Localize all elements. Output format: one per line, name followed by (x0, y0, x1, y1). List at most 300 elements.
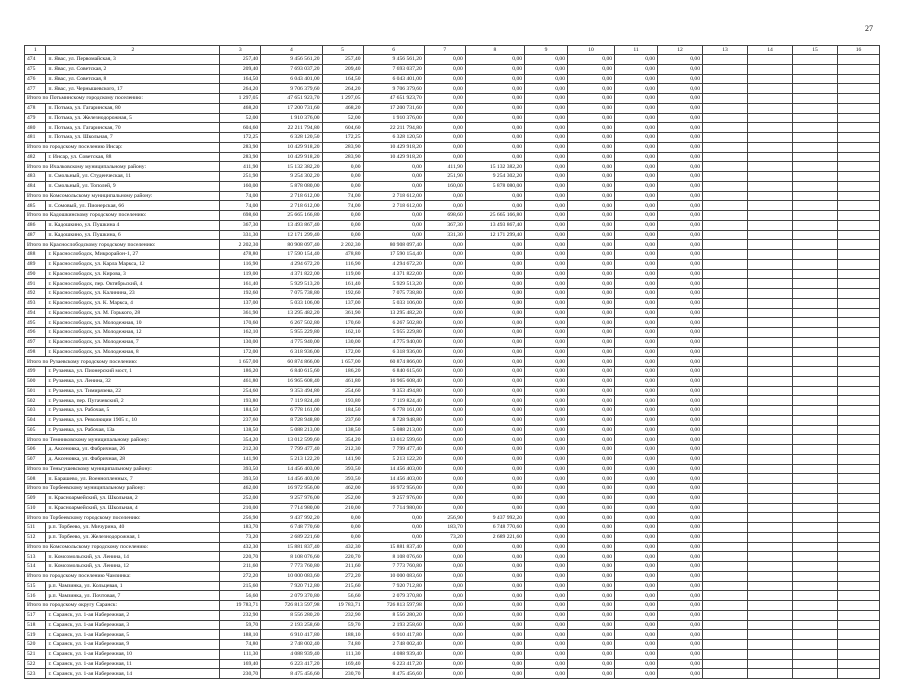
empty-cell (703, 240, 748, 250)
empty-cell (748, 415, 793, 425)
empty-cell (793, 250, 838, 260)
value-cell: 0,00 (525, 620, 568, 630)
value-cell: 0,00 (568, 152, 615, 162)
row-number: 485 (25, 201, 46, 211)
value-cell: 0,00 (615, 396, 658, 406)
empty-cell (838, 376, 880, 386)
value-cell: 0,00 (424, 269, 465, 279)
value-cell: 393,50 (322, 474, 363, 484)
subtotal-label: Итого по Темниковскому муниципальному району: (25, 435, 220, 445)
column-number: 7 (424, 46, 465, 55)
value-cell: 15 132 382,20 (261, 162, 322, 172)
value-cell: 172,00 (322, 347, 363, 357)
empty-cell (748, 659, 793, 669)
value-cell: 0,00 (525, 142, 568, 152)
value-cell: 220,70 (322, 552, 363, 562)
value-cell: 9 353 494,80 (261, 386, 322, 396)
value-cell: 0,00 (424, 250, 465, 260)
value-cell: 4 294 672,20 (363, 259, 424, 269)
empty-cell (838, 152, 880, 162)
value-cell: 0,00 (658, 435, 703, 445)
value-cell: 0,00 (615, 269, 658, 279)
value-cell: 0,00 (658, 464, 703, 474)
value-cell: 172,00 (220, 347, 261, 357)
row-number: 503 (25, 406, 46, 416)
value-cell: 0,00 (424, 542, 465, 552)
value-cell: 0,00 (525, 425, 568, 435)
value-cell: 0,00 (615, 308, 658, 318)
value-cell: 0,00 (424, 94, 465, 104)
value-cell: 116,90 (322, 259, 363, 269)
value-cell: 60 874 866,00 (261, 357, 322, 367)
value-cell: 2 718 612,00 (261, 201, 322, 211)
value-cell: 0,00 (615, 669, 658, 679)
value-cell: 0,00 (525, 464, 568, 474)
value-cell: 52,00 (322, 113, 363, 123)
empty-cell (793, 103, 838, 113)
table-row (25, 406, 880, 416)
table-row (25, 659, 880, 669)
address-cell: п. Явас, ул. Советская, 8 (46, 74, 220, 84)
value-cell: 0,00 (465, 201, 524, 211)
value-cell: 13 493 867,40 (261, 220, 322, 230)
value-cell: 9 706 379,60 (363, 84, 424, 94)
value-cell: 22 211 794,80 (363, 123, 424, 133)
value-cell: 17 200 731,60 (363, 103, 424, 113)
row-number: 477 (25, 84, 46, 94)
value-cell: 0,00 (615, 620, 658, 630)
empty-cell (748, 337, 793, 347)
empty-cell (748, 406, 793, 416)
value-cell: 698,60 (220, 211, 261, 221)
value-cell: 0,00 (658, 64, 703, 74)
empty-cell (703, 425, 748, 435)
empty-cell (748, 103, 793, 113)
value-cell: 188,10 (322, 630, 363, 640)
value-cell: 2 193 258,60 (261, 620, 322, 630)
value-cell: 9 254 302,20 (261, 172, 322, 182)
value-cell: 0,00 (525, 94, 568, 104)
value-cell: 0,00 (465, 610, 524, 620)
empty-cell (703, 601, 748, 611)
row-number: 480 (25, 123, 46, 133)
value-cell: 160,00 (220, 181, 261, 191)
value-cell: 5 088 213,00 (261, 425, 322, 435)
value-cell: 251,90 (220, 172, 261, 182)
address-cell: п. Потьма, ул. Гагаринская, 70 (46, 123, 220, 133)
value-cell: 0,00 (465, 328, 524, 338)
empty-cell (793, 406, 838, 416)
value-cell: 0,00 (615, 435, 658, 445)
empty-cell (838, 659, 880, 669)
empty-cell (793, 357, 838, 367)
value-cell: 8 108 076,60 (363, 552, 424, 562)
empty-cell (793, 581, 838, 591)
empty-cell (703, 532, 748, 542)
value-cell: 0,00 (658, 445, 703, 455)
value-cell: 13 493 867,40 (465, 220, 524, 230)
value-cell: 0,00 (658, 201, 703, 211)
value-cell: 13 295 482,20 (261, 308, 322, 318)
value-cell: 6 328 120,50 (363, 133, 424, 143)
value-cell: 0,00 (424, 386, 465, 396)
empty-cell (793, 201, 838, 211)
value-cell: 0,00 (424, 308, 465, 318)
empty-cell (748, 669, 793, 679)
subtotal-row (25, 542, 880, 552)
value-cell: 257,40 (220, 55, 261, 65)
value-cell: 0,00 (568, 610, 615, 620)
address-cell: р.п. Чамзинка, ул. Кольцевая, 1 (46, 581, 220, 591)
value-cell: 0,00 (568, 279, 615, 289)
empty-cell (793, 230, 838, 240)
empty-cell (838, 191, 880, 201)
value-cell: 0,00 (363, 532, 424, 542)
row-number: 518 (25, 620, 46, 630)
value-cell: 0,00 (424, 318, 465, 328)
empty-cell (793, 601, 838, 611)
value-cell: 0,00 (658, 610, 703, 620)
value-cell: 211,60 (322, 562, 363, 572)
table-row (25, 591, 880, 601)
empty-cell (703, 191, 748, 201)
empty-cell (793, 532, 838, 542)
empty-cell (748, 64, 793, 74)
value-cell: 0,00 (424, 289, 465, 299)
value-cell: 0,00 (525, 259, 568, 269)
value-cell: 192,60 (220, 289, 261, 299)
value-cell: 47 651 923,70 (363, 94, 424, 104)
empty-cell (793, 649, 838, 659)
value-cell: 0,00 (525, 172, 568, 182)
value-cell: 6 328 120,50 (261, 133, 322, 143)
value-cell: 7 799 477,40 (363, 445, 424, 455)
subtotal-label: Итого по городскому округу Саранск: (25, 601, 220, 611)
value-cell: 0,00 (658, 562, 703, 572)
value-cell: 4 088 939,40 (363, 649, 424, 659)
address-cell: п. Сомовый, ул. Пионерская, 66 (46, 201, 220, 211)
value-cell: 0,00 (658, 386, 703, 396)
table-row (25, 669, 880, 679)
value-cell: 183,70 (220, 523, 261, 533)
value-cell: 141,90 (322, 454, 363, 464)
value-cell: 6 910 417,80 (363, 630, 424, 640)
empty-cell (793, 123, 838, 133)
value-cell: 0,00 (525, 308, 568, 318)
empty-cell (793, 425, 838, 435)
empty-cell (748, 308, 793, 318)
value-cell: 7 773 760,80 (261, 562, 322, 572)
value-cell: 0,00 (465, 620, 524, 630)
empty-cell (748, 376, 793, 386)
empty-cell (838, 532, 880, 542)
address-cell: г. Саранск, ул. 1-ая Набережная, 10 (46, 649, 220, 659)
empty-cell (703, 279, 748, 289)
value-cell: 0,00 (658, 74, 703, 84)
value-cell: 432,30 (220, 542, 261, 552)
value-cell: 10 429 918,20 (261, 142, 322, 152)
value-cell: 9 437 992,20 (261, 513, 322, 523)
empty-cell (838, 113, 880, 123)
address-cell: п. Смольный, ул. Студенческая, 11 (46, 172, 220, 182)
address-cell: г. Краснослободск, ул. К. Маркса, 4 (46, 298, 220, 308)
value-cell: 0,00 (525, 133, 568, 143)
value-cell: 8 728 948,80 (261, 415, 322, 425)
value-cell: 0,00 (424, 493, 465, 503)
empty-cell (748, 211, 793, 221)
table-row (25, 415, 880, 425)
value-cell: 16 965 608,40 (363, 376, 424, 386)
value-cell: 0,00 (568, 211, 615, 221)
empty-cell (748, 318, 793, 328)
value-cell: 74,00 (322, 201, 363, 211)
value-cell: 252,00 (220, 493, 261, 503)
value-cell: 141,90 (220, 454, 261, 464)
value-cell: 0,00 (568, 55, 615, 65)
value-cell: 0,00 (363, 181, 424, 191)
empty-cell (748, 454, 793, 464)
value-cell: 4 775 940,00 (363, 337, 424, 347)
value-cell: 2 748 002,40 (363, 640, 424, 650)
value-cell: 7 920 712,80 (363, 581, 424, 591)
empty-cell (838, 103, 880, 113)
row-number: 491 (25, 279, 46, 289)
empty-cell (838, 445, 880, 455)
address-cell: г. Краснослободск, ул. Карла Маркса, 12 (46, 259, 220, 269)
empty-cell (703, 172, 748, 182)
value-cell: 0,00 (525, 659, 568, 669)
value-cell: 0,00 (525, 201, 568, 211)
table-row (25, 396, 880, 406)
row-number: 515 (25, 581, 46, 591)
row-number: 521 (25, 649, 46, 659)
value-cell: 0,00 (465, 337, 524, 347)
value-cell: 0,00 (658, 152, 703, 162)
empty-cell (793, 328, 838, 338)
value-cell: 468,20 (220, 103, 261, 113)
value-cell: 0,00 (525, 279, 568, 289)
value-cell: 468,20 (322, 103, 363, 113)
value-cell: 237,60 (322, 415, 363, 425)
value-cell: 193,80 (220, 396, 261, 406)
value-cell: 0,00 (658, 620, 703, 630)
value-cell: 237,60 (220, 415, 261, 425)
value-cell: 0,00 (465, 474, 524, 484)
value-cell: 0,00 (525, 337, 568, 347)
empty-cell (703, 571, 748, 581)
value-cell: 0,00 (424, 669, 465, 679)
value-cell: 0,00 (363, 220, 424, 230)
value-cell: 161,40 (322, 279, 363, 289)
value-cell: 1 910 376,00 (261, 113, 322, 123)
value-cell: 0,00 (658, 640, 703, 650)
empty-cell (703, 152, 748, 162)
value-cell: 0,00 (568, 367, 615, 377)
empty-cell (748, 367, 793, 377)
value-cell: 0,00 (615, 415, 658, 425)
value-cell: 0,00 (525, 415, 568, 425)
value-cell: 0,00 (615, 601, 658, 611)
value-cell: 0,00 (424, 55, 465, 65)
value-cell: 0,00 (658, 318, 703, 328)
value-cell: 272,20 (322, 571, 363, 581)
value-cell: 0,00 (525, 181, 568, 191)
value-cell: 0,00 (658, 298, 703, 308)
empty-cell (703, 581, 748, 591)
empty-cell (838, 474, 880, 484)
value-cell: 0,00 (424, 659, 465, 669)
value-cell: 0,00 (322, 162, 363, 172)
address-cell: г. Саранск, ул. 1-ая Набережная, 3 (46, 620, 220, 630)
empty-cell (793, 94, 838, 104)
row-number: 495 (25, 318, 46, 328)
empty-cell (703, 484, 748, 494)
value-cell: 0,00 (568, 669, 615, 679)
empty-cell (793, 269, 838, 279)
value-cell: 130,00 (220, 337, 261, 347)
value-cell: 0,00 (525, 240, 568, 250)
row-number: 492 (25, 289, 46, 299)
empty-cell (703, 298, 748, 308)
value-cell: 283,90 (322, 152, 363, 162)
empty-cell (838, 601, 880, 611)
value-cell: 0,00 (525, 152, 568, 162)
column-number: 14 (748, 46, 793, 55)
value-cell: 10 429 918,20 (363, 152, 424, 162)
value-cell: 0,00 (525, 113, 568, 123)
value-cell: 0,00 (615, 133, 658, 143)
value-cell: 0,00 (658, 230, 703, 240)
value-cell: 137,00 (220, 298, 261, 308)
empty-cell (838, 669, 880, 679)
value-cell: 15 881 837,40 (363, 542, 424, 552)
value-cell: 172,25 (220, 133, 261, 143)
value-cell: 0,00 (424, 415, 465, 425)
empty-cell (703, 55, 748, 65)
empty-cell (748, 84, 793, 94)
empty-cell (748, 532, 793, 542)
value-cell: 0,00 (615, 328, 658, 338)
value-cell: 0,00 (424, 562, 465, 572)
empty-cell (748, 601, 793, 611)
value-cell: 4 371 822,00 (261, 269, 322, 279)
value-cell: 232,90 (322, 610, 363, 620)
empty-cell (703, 396, 748, 406)
address-cell: р.п. Торбеево, ул. Мичурина, 40 (46, 523, 220, 533)
empty-cell (793, 484, 838, 494)
subtotal-row (25, 191, 880, 201)
value-cell: 137,00 (322, 298, 363, 308)
value-cell: 0,00 (658, 259, 703, 269)
value-cell: 0,00 (658, 113, 703, 123)
empty-cell (793, 84, 838, 94)
value-cell: 0,00 (465, 269, 524, 279)
empty-cell (703, 181, 748, 191)
empty-cell (793, 172, 838, 182)
value-cell: 0,00 (465, 425, 524, 435)
empty-cell (838, 454, 880, 464)
row-number: 516 (25, 591, 46, 601)
empty-cell (838, 513, 880, 523)
value-cell: 0,00 (658, 191, 703, 201)
empty-cell (793, 630, 838, 640)
subtotal-row (25, 142, 880, 152)
empty-cell (838, 279, 880, 289)
empty-cell (703, 201, 748, 211)
row-number: 501 (25, 386, 46, 396)
value-cell: 164,50 (220, 74, 261, 84)
value-cell: 0,00 (615, 552, 658, 562)
value-cell: 0,00 (615, 181, 658, 191)
value-cell: 5 033 106,00 (261, 298, 322, 308)
value-cell: 0,00 (568, 493, 615, 503)
value-cell: 8 556 280,20 (261, 610, 322, 620)
value-cell: 0,00 (465, 55, 524, 65)
value-cell: 6 778 161,00 (363, 406, 424, 416)
value-cell: 0,00 (568, 240, 615, 250)
value-cell: 12 171 299,40 (465, 230, 524, 240)
empty-cell (703, 630, 748, 640)
empty-cell (838, 142, 880, 152)
value-cell: 0,00 (424, 552, 465, 562)
empty-cell (793, 55, 838, 65)
value-cell: 0,00 (465, 250, 524, 260)
value-cell: 0,00 (525, 103, 568, 113)
value-cell: 0,00 (525, 591, 568, 601)
value-cell: 0,00 (424, 620, 465, 630)
empty-cell (703, 640, 748, 650)
value-cell: 6 267 502,80 (363, 318, 424, 328)
value-cell: 0,00 (525, 191, 568, 201)
value-cell: 0,00 (465, 94, 524, 104)
value-cell: 6 778 161,00 (261, 406, 322, 416)
empty-cell (838, 172, 880, 182)
value-cell: 0,00 (525, 610, 568, 620)
column-number: 9 (525, 46, 568, 55)
value-cell: 0,00 (465, 503, 524, 513)
value-cell: 0,00 (525, 513, 568, 523)
empty-cell (748, 347, 793, 357)
empty-cell (703, 649, 748, 659)
value-cell: 0,00 (568, 503, 615, 513)
value-cell: 0,00 (424, 454, 465, 464)
value-cell: 0,00 (525, 571, 568, 581)
column-number: 4 (261, 46, 322, 55)
value-cell: 411,90 (424, 162, 465, 172)
empty-cell (748, 74, 793, 84)
value-cell: 0,00 (658, 425, 703, 435)
value-cell: 0,00 (658, 337, 703, 347)
value-cell: 1 297,05 (322, 94, 363, 104)
value-cell: 0,00 (465, 279, 524, 289)
value-cell: 0,00 (424, 64, 465, 74)
empty-cell (703, 445, 748, 455)
value-cell: 256,90 (424, 513, 465, 523)
value-cell: 1 657,00 (322, 357, 363, 367)
empty-cell (838, 464, 880, 474)
column-number: 16 (838, 46, 880, 55)
address-cell: г. Краснослободск, ул. Молодежная, 10 (46, 318, 220, 328)
empty-cell (793, 337, 838, 347)
empty-cell (703, 162, 748, 172)
value-cell: 0,00 (363, 230, 424, 240)
empty-cell (703, 230, 748, 240)
row-number: 493 (25, 298, 46, 308)
value-cell: 211,60 (220, 562, 261, 572)
value-cell: 0,00 (568, 74, 615, 84)
value-cell: 0,00 (568, 523, 615, 533)
value-cell: 0,00 (615, 142, 658, 152)
